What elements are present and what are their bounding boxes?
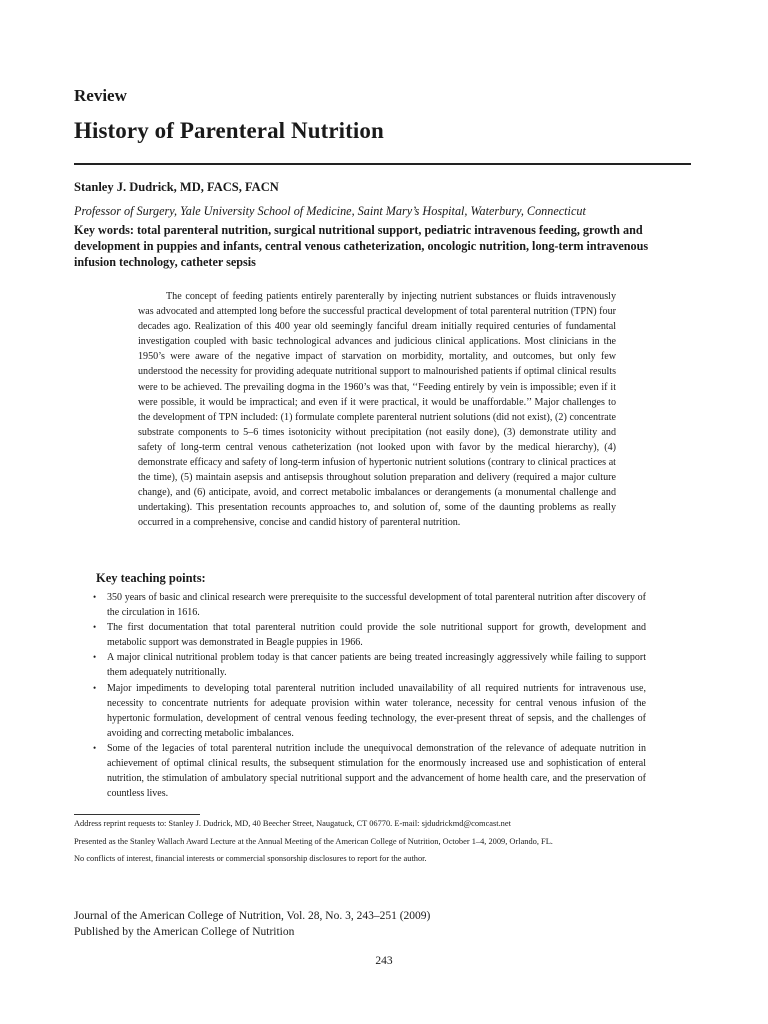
- teaching-point-text: Some of the legacies of total parenteral nutrition include the unequivocal demonstration of the relevance of adequate nutrition in achievement of optimal clinical results, the subsequent stimulation for the enormously increased use and sophistication of enteral nutrition, the stimulation of ambulatory special nutritional support and the advancement of home health care, and the preservation of countless lives.: [107, 742, 646, 800]
- journal-info: [74, 908, 430, 940]
- footnotes: [74, 815, 714, 868]
- author-name: Stanley J. Dudrick, MD, FACS, FACN: [74, 180, 279, 194]
- teaching-point: [93, 741, 646, 801]
- bullet-icon: •: [93, 682, 97, 693]
- teaching-point: [93, 681, 646, 741]
- teaching-points-heading: Key teaching points:: [96, 571, 206, 585]
- teaching-point: [93, 590, 646, 620]
- title-rule: [74, 163, 691, 165]
- abstract: The concept of feeding patients entirely parenterally by injecting nutrient substances or fluids intravenously was advocated and attempted long before the successful practical development of total parenteral nutrition (TPN) four decades ago. Realization of this 400 year old seemingly fanciful dream initially required centuries of fundamental investigation coupled with basic technological advances and judicious clinical applications. Most clinicians in the 1950’s were aware of the negative impact of starvation on morbidity, mortality, and outcomes, but only few understood the necessity for providing adequate nutritional support to malnourished patients if optimal clinical results were to be achieved. The prevailing dogma in the 1960’s was that, ‘‘Feeding entirely by vein is impossible; even if it were possible, it would be impractical; and even if it were practical, it would be unaffordable.’’ Major challenges to the development of TPN included: (1) formulate complete parenteral nutrient solutions (did not exist), (2) concentrate substrate components to 5–6 times isotonicity without precipitation (not easily done), (3) demonstrate utility and safety of long-term central venous catheterization (not looked upon with favor by the medical hierarchy), (4) demonstrate efficacy and safety of long-term infusion of hypertonic nutrient solutions (contrary to clinical practices at the time), (5) maintain asepsis and antisepsis throughout solution preparation and delivery (required a major culture change), and (6) anticipate, avoid, and correct metabolic imbalances or derangements (a monumental challenge and undertaking). This presentation recounts approaches to, and solution of, some of the daunting problems as really occurred in a comprehensive, concise and candid history of parenteral nutrition.: [138, 291, 616, 529]
- journal-publisher: Published by the American College of Nutrition: [74, 926, 295, 938]
- keywords: Key words: total parenteral nutrition, surgical nutritional support, pediatric intravenous feeding, growth and development in puppies and infants, central venous catheterization, oncologic nutrition, long-term intravenous infusion technology, catheter sepsis: [74, 223, 649, 269]
- article-title: History of Parenteral Nutrition: [74, 118, 384, 143]
- section-label: Review: [74, 86, 127, 105]
- teaching-points-list: [93, 590, 646, 801]
- teaching-point: [93, 650, 646, 680]
- footnote-presented: Presented as the Stanley Wallach Award Lecture at the Annual Meeting of the American College of Nutrition, October 1–4, 2009, Orlando, FL.: [74, 836, 553, 846]
- footnote-reprint: Address reprint requests to: Stanley J. Dudrick, MD, 40 Beecher Street, Naugatuck, CT 06770. E-mail: sjdudrickmd@comcast.net: [74, 819, 511, 828]
- teaching-point-text: Major impediments to developing total parenteral nutrition included unavailability of all required nutrients for intravenous use, necessity to concentrate nutrients for adequate provision within water tolerance, necessity for central venous infusion of the hypertonic formulation, development of central venous feeding technology, the ever-present threat of sepsis, and the challenges of avoiding and correcting metabolic imbalances.: [107, 682, 646, 739]
- teaching-point-text: 350 years of basic and clinical research were prerequisite to the successful development of total parenteral nutrition after discovery of the circulation in 1616.: [107, 592, 646, 619]
- teaching-point-text: The first documentation that total parenteral nutrition could provide the sole nutritional support for growth, development and metabolic support was demonstrated in Beagle puppies in 1966.: [107, 622, 646, 649]
- page-number: 243: [375, 955, 393, 967]
- footnote-disclosure: No conflicts of interest, financial interests or commercial sponsorship disclosures to report for the author.: [74, 854, 427, 863]
- bullet-icon: •: [93, 622, 97, 633]
- author-affiliation: Professor of Surgery, Yale University School of Medicine, Saint Mary’s Hospital, Waterbury, Connecticut: [74, 204, 586, 218]
- teaching-point: [93, 620, 646, 650]
- journal-citation: Journal of the American College of Nutrition, Vol. 28, No. 3, 243–251 (2009): [74, 910, 431, 922]
- bullet-icon: •: [93, 742, 97, 753]
- bullet-icon: •: [93, 652, 97, 663]
- teaching-point-text: A major clinical nutritional problem today is that cancer patients are being treated increasingly aggressively while failing to support them adequately nutritionally.: [107, 652, 646, 679]
- bullet-icon: •: [93, 592, 97, 602]
